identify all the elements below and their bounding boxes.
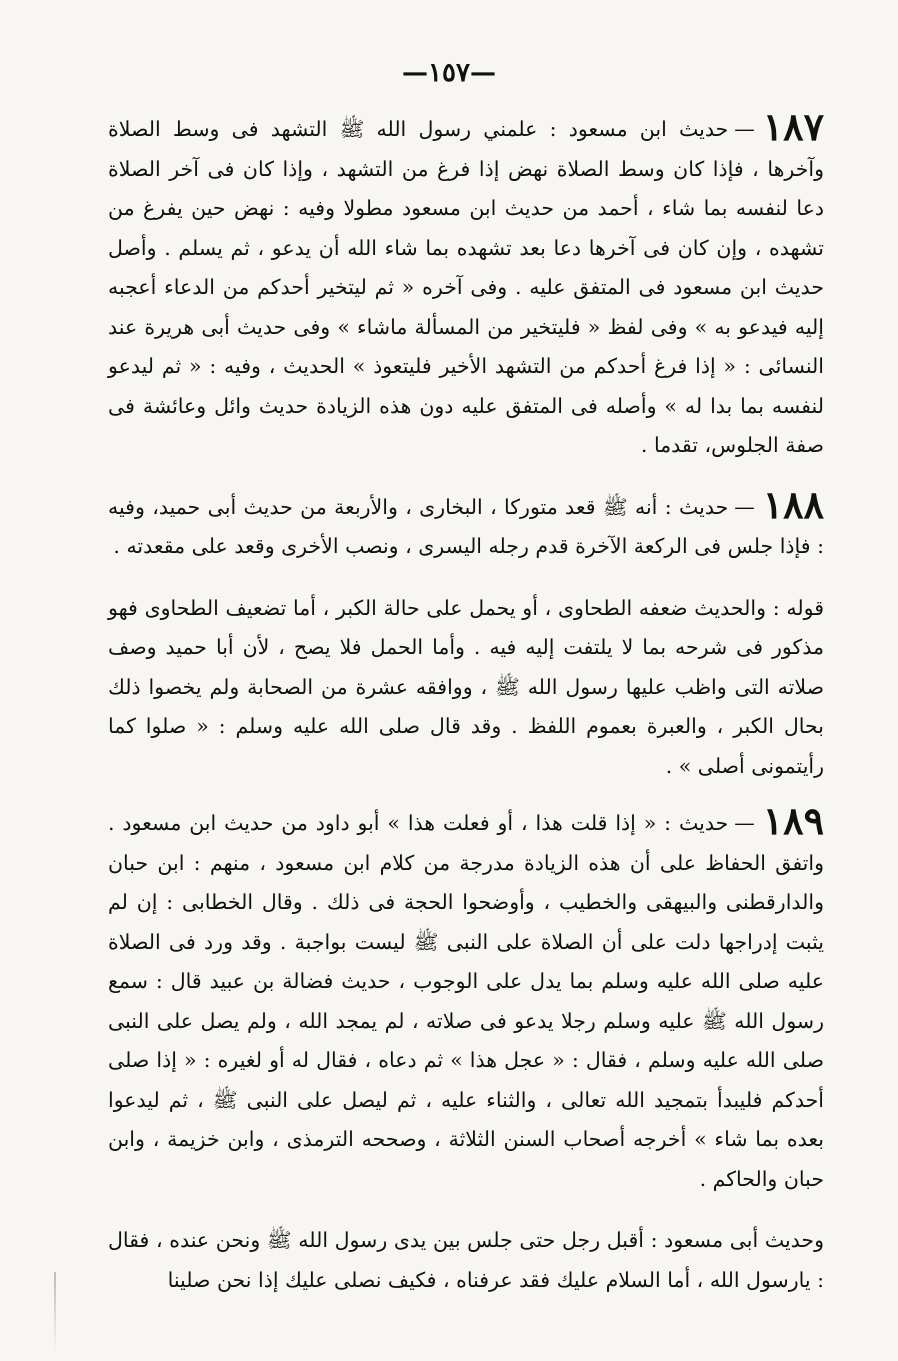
paragraph-text: حديث ابن مسعود : علمني رسول الله ﷺ التشهد فى وسط الصلاة وآخرها ، فإذا كان وسط الصلاة نهض إذا فرغ من التشهد ، وإذا كان فى آخر الصلاة دعا لنفسه بما شاء ، أحمد من حديث ابن مسعود مطولا وفيه : نهض حين يفرغ من تشهده ، وإن كان فى آخرها دعا بعد تشهده بما شاء الله أن يدعو ، ثم يسلم . وأصل حديث ابن مسعود فى المتفق عليه . وفى آخره « ثم ليتخير أحدكم من الدعاء أعجبه إليه فيدعو به » وفى لفظ « فليتخير من المسألة ماشاء » وفى حديث أبى هريرة عند النسائى : « إذا فرغ أحدكم من التشهد الأخير فليتعوذ » الحديث ، وفيه : « ثم ليدعو لنفسه بما بدا له » وأصله فى المتفق عليه دون هذه الزيادة حديث وائل وعائشة فى صفة الجلوس، تقدما . <box>108 117 824 457</box>
hadith-number: ١٨٧ <box>762 104 824 149</box>
page-body <box>108 104 824 1318</box>
scan-edge-mark <box>54 1272 56 1352</box>
hadith-188 <box>108 481 824 567</box>
dash: — <box>734 494 755 519</box>
dash: — <box>734 117 755 141</box>
paragraph-text: حديث : أنه ﷺ قعد متوركا ، البخارى ، والأربعة من حديث أبى حميد، وفيه : فإذا جلس فى الركعة الآخرة قدم رجله اليسرى ، ونصب الأخرى وقعد على مقعدته . <box>108 494 824 558</box>
hadith-189 <box>108 798 824 1199</box>
commentary-paragraph <box>108 589 824 787</box>
hadith-187 <box>108 104 824 466</box>
dash: — <box>734 811 755 835</box>
page-number: —١٥٧— <box>402 58 496 88</box>
paragraph-text: وحديث أبى مسعود : أقبل رجل حتى جلس بين يدى رسول الله ﷺ ونحن عنده ، فقال : يارسول الله ، أما السلام عليك فقد عرفناه ، فكيف نصلى عليك إذا نحن صلينا <box>108 1228 824 1292</box>
final-paragraph <box>108 1221 824 1300</box>
hadith-number: ١٨٩ <box>762 798 824 843</box>
paragraph-text: حديث : « إذا قلت هذا ، أو فعلت هذا » أبو داود من حديث ابن مسعود . واتفق الحفاظ على أن هذه الزيادة مدرجة من كلام ابن مسعود ، منهم : ابن حبان والدارقطنى والبيهقى والخطيب ، وأوضحوا الحجة فى ذلك . وقال الخطابى : إن لم يثبت إدراجها دلت على أن الصلاة على النبى ﷺ ليست بواجبة . وقد ورد فى الصلاة عليه صلى الله عليه وسلم بما يدل على الوجوب ، حديث فضالة بن عبيد قال : سمع رسول الله ﷺ عليه وسلم رجلا يدعو فى صلاته ، لم يمجد الله ، ولم يصل على النبى صلى الله عليه وسلم ، فقال : « عجل هذا » ثم دعاه ، فقال له أو لغيره : « إذا صلى أحدكم فليبدأ بتمجيد الله تعالى ، والثناء عليه ، ثم ليصل على النبى ﷺ ، ثم ليدعوا بعده بما شاء » أخرجه أصحاب السنن الثلاثة ، وصححه الترمذى ، وابن خزيمة ، وابن حبان والحاكم . <box>108 811 824 1191</box>
paragraph-text: قوله : والحديث ضعفه الطحاوى ، أو يحمل على حالة الكبر ، أما تضعيف الطحاوى فهو مذكور فى شرحه بما لا يلتفت إليه فيه . وأما الحمل فلا يصح ، لأن أبا حميد وصف صلاته التى واظب عليها رسول الله ﷺ ، ووافقه عشرة من الصحابة ولم يخصوا ذلك بحال الكبر ، والعبرة بعموم اللفظ . وقد قال صلى الله عليه وسلم : « صلوا كما رأيتمونى أصلى » . <box>108 595 824 778</box>
hadith-number: ١٨٨ <box>762 481 824 527</box>
